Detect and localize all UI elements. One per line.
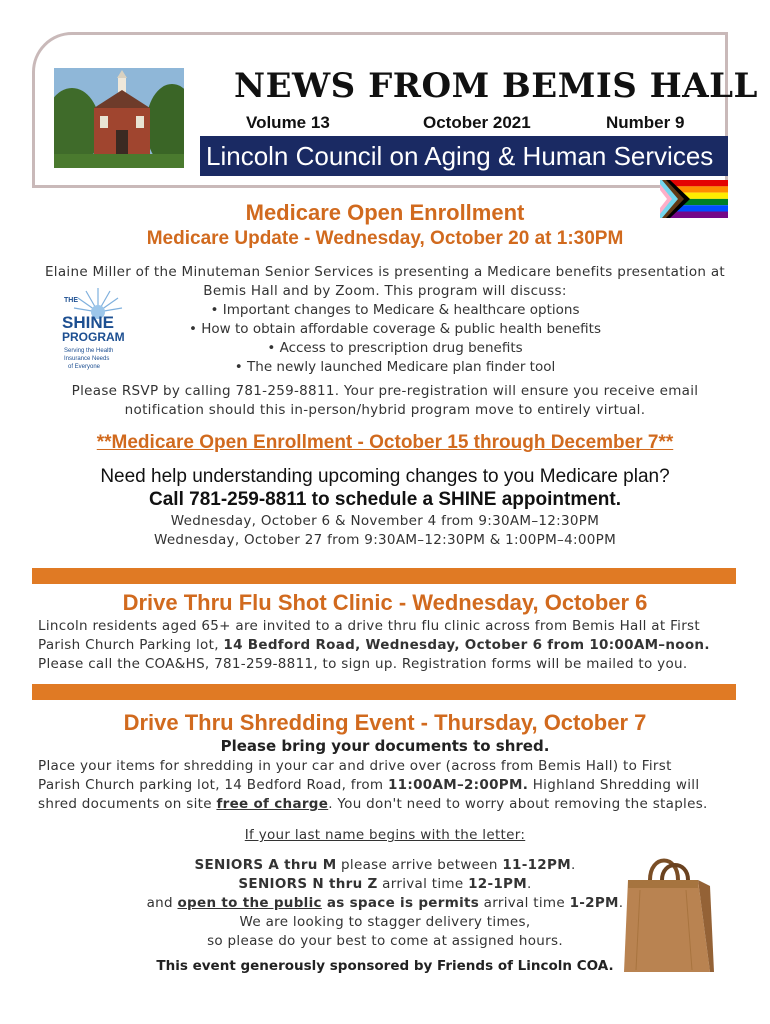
- list-item: • The newly launched Medicare plan finder tool: [160, 358, 630, 377]
- rsvp-line: notification should this in-person/hybrid program move to entirely virtual.: [124, 402, 646, 418]
- arrival-text: and: [146, 895, 178, 911]
- flu-line: [38, 636, 732, 655]
- flu-text: Parish Church Parking lot,: [38, 637, 224, 653]
- newsletter-title: NEWS FROM BEMIS HALL: [234, 66, 758, 106]
- medicare-intro-line: Elaine Miller of the Minuteman Senior Services is presenting a Medicare benefits presentation at: [44, 264, 726, 280]
- arrival-text: arrival time: [479, 895, 570, 911]
- medicare-heading: Medicare Open Enrollment: [245, 200, 525, 225]
- shine-the-text: THE: [64, 297, 78, 304]
- arrival-time: 12-1PM: [468, 876, 527, 892]
- shred-line: [38, 795, 732, 814]
- shine-appointment-call: Call 781-259-8811 to schedule a SHINE appointment.: [149, 489, 621, 510]
- flu-clinic-description: [38, 617, 732, 674]
- shine-tagline: of Everyone: [68, 364, 101, 370]
- shine-word-text: SHINE: [62, 313, 114, 332]
- shredding-description: [38, 757, 732, 814]
- shred-line: Place your items for shredding in your car and drive over (across from Bemis Hall) to First: [38, 758, 672, 774]
- list-item: • How to obtain affordable coverage & public health benefits: [160, 320, 630, 339]
- open-enrollment-banner: **Medicare Open Enrollment - October 15 through December 7**: [96, 432, 674, 453]
- seniors-n-z: SENIORS N thru Z: [238, 876, 378, 892]
- rsvp-line: Please RSVP by calling 781-259-8811. Your pre-registration will ensure you receive email: [71, 383, 699, 399]
- shine-tagline: Insurance Needs: [64, 356, 110, 362]
- paper-bag-icon: [620, 846, 716, 978]
- issue-date: October 2021: [423, 113, 531, 132]
- arrival-text: .: [570, 857, 576, 873]
- medicare-topics-list: [160, 301, 630, 377]
- shred-line: [38, 776, 732, 795]
- arrival-time: 1-2PM: [569, 895, 619, 911]
- rsvp-note: [20, 382, 750, 420]
- flu-line: Lincoln residents aged 65+ are invited to a drive thru flu clinic across from Bemis Hall at First: [38, 618, 700, 634]
- section-divider: [32, 568, 736, 584]
- shred-text: Parish Church parking lot, 14 Bedford Road, from: [38, 777, 388, 793]
- flu-line: Please call the COA&HS, 781-259-8811, to sign up. Registration forms will be mailed to you.: [38, 656, 688, 672]
- organization-banner: Lincoln Council on Aging & Human Services: [200, 136, 728, 176]
- list-item: • Access to prescription drug benefits: [160, 339, 630, 358]
- shine-program-text: PROGRAM: [62, 330, 125, 344]
- stagger-note: so please do your best to come at assigned hours.: [207, 933, 563, 949]
- shred-text: Highland Shredding will: [528, 777, 700, 793]
- sponsor-note: This event generously sponsored by Friends of Lincoln COA.: [156, 958, 614, 974]
- shine-date-line: Wednesday, October 6 & November 4 from 9:30AM–12:30PM: [170, 513, 600, 529]
- help-question: Need help understanding upcoming changes to you Medicare plan?: [100, 466, 670, 487]
- shred-time: 11:00AM–2:00PM.: [387, 777, 529, 793]
- section-divider: [32, 684, 736, 700]
- medicare-intro-line: Bemis Hall and by Zoom. This program will discuss:: [203, 283, 567, 299]
- arrival-text: arrival time: [377, 876, 469, 892]
- arrival-text: .: [618, 895, 624, 911]
- last-name-note: If your last name begins with the letter:: [244, 827, 526, 843]
- shredding-heading: Drive Thru Shredding Event - Thursday, October 7: [123, 710, 647, 735]
- shine-tagline: Serving the Health: [64, 348, 114, 354]
- issue-number: Number 9: [606, 113, 685, 132]
- arrival-text: please arrive between: [336, 857, 503, 873]
- flu-address-time: 14 Bedford Road, Wednesday, October 6 from 10:00AM–noon.: [223, 637, 710, 653]
- seniors-a-m: SENIORS A thru M: [194, 857, 337, 873]
- shine-dates: [0, 512, 770, 550]
- arrival-text: .: [527, 876, 532, 892]
- free-of-charge-text: free of charge: [216, 796, 329, 812]
- volume-label: Volume 13: [246, 113, 330, 132]
- list-item: • Important changes to Medicare & healthcare options: [160, 301, 630, 320]
- shredding-subheading: Please bring your documents to shred.: [220, 737, 550, 755]
- shred-text: shred documents on site: [38, 796, 217, 812]
- stagger-note: We are looking to stagger delivery times,: [239, 914, 531, 930]
- bemis-hall-photo: [54, 68, 184, 168]
- shine-date-line: Wednesday, October 27 from 9:30AM–12:30PM & 1:00PM–4:00PM: [153, 532, 617, 548]
- medicare-update-subheading: Medicare Update - Wednesday, October 20 at 1:30PM: [146, 228, 624, 249]
- shine-program-logo: [58, 286, 130, 372]
- shred-text: . You don't need to worry about removing the staples.: [328, 796, 708, 812]
- space-permits: as space is permits: [321, 895, 480, 911]
- arrival-time: 11-12PM: [502, 857, 571, 873]
- flu-clinic-heading: Drive Thru Flu Shot Clinic - Wednesday, October 6: [122, 590, 648, 615]
- open-to-public: open to the public: [177, 895, 322, 911]
